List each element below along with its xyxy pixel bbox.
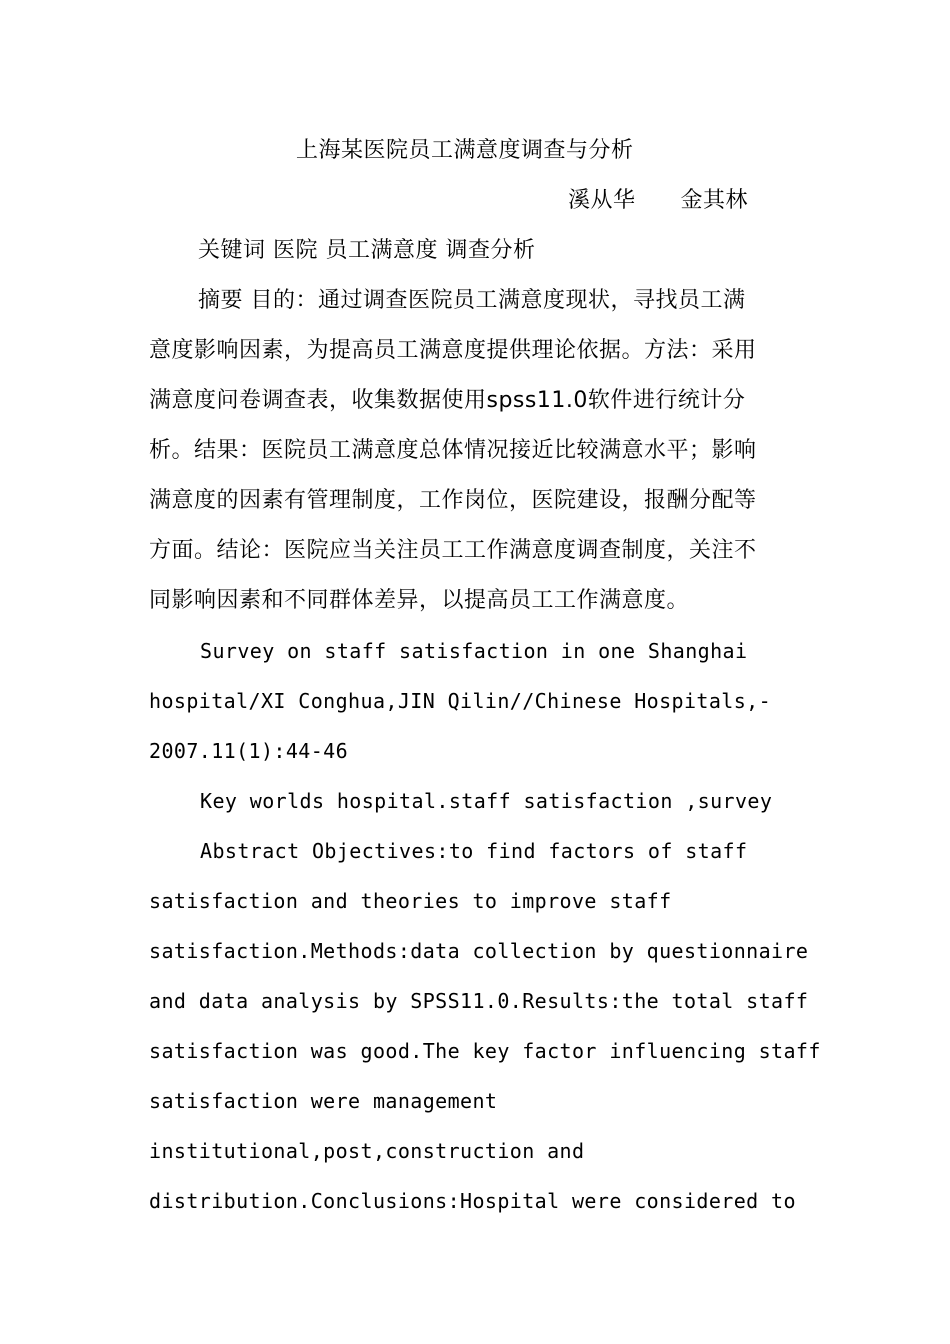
english-abstract-line: Abstract Objectives:to find factors of staff [200,839,748,863]
english-abstract-line: satisfaction were management [149,1089,498,1113]
citation-line: Survey on staff satisfaction in one Shanghai [200,639,748,663]
chinese-abstract-line: 满意度问卷调查表，收集数据使用spss11.0软件进行统计分 [149,388,746,413]
english-abstract-line: satisfaction.Methods:data collection by questionnaire [149,939,809,963]
chinese-keywords: 关键词 医院 员工满意度 调查分析 [198,238,536,263]
paper-title: 上海某医院员工满意度调查与分析 [296,138,634,163]
chinese-abstract-line: 满意度的因素有管理制度，工作岗位，医院建设，报酬分配等 [149,488,757,513]
chinese-abstract-line: 同影响因素和不同群体差异，以提高员工工作满意度。 [149,588,690,613]
citation-line: 2007.11(1):44-46 [149,739,349,763]
author-names: 溪从华 金其林 [568,188,749,213]
chinese-abstract-line: 摘要 目的：通过调查医院员工满意度现状，寻找员工满 [198,288,746,313]
english-abstract-line: distribution.Conclusions:Hospital were considered to [149,1189,796,1213]
english-abstract-line: institutional,post,construction and [149,1139,585,1163]
chinese-abstract-line: 意度影响因素，为提高员工满意度提供理论依据。方法：采用 [149,338,757,363]
chinese-abstract-line: 析。结果：医院员工满意度总体情况接近比较满意水平；影响 [149,438,757,463]
english-keywords: Key worlds hospital.staff satisfaction ,survey [200,789,773,813]
english-abstract-line: and data analysis by SPSS11.0.Results:the total staff [149,989,809,1013]
english-abstract-line: satisfaction and theories to improve staff [149,889,672,913]
english-abstract-line: satisfaction was good.The key factor influencing staff [149,1039,821,1063]
citation-line: hospital/XI Conghua,JIN Qilin//Chinese Hospitals,- [149,689,772,713]
chinese-abstract-line: 方面。结论：医院应当关注员工工作满意度调查制度，关注不 [149,538,757,563]
